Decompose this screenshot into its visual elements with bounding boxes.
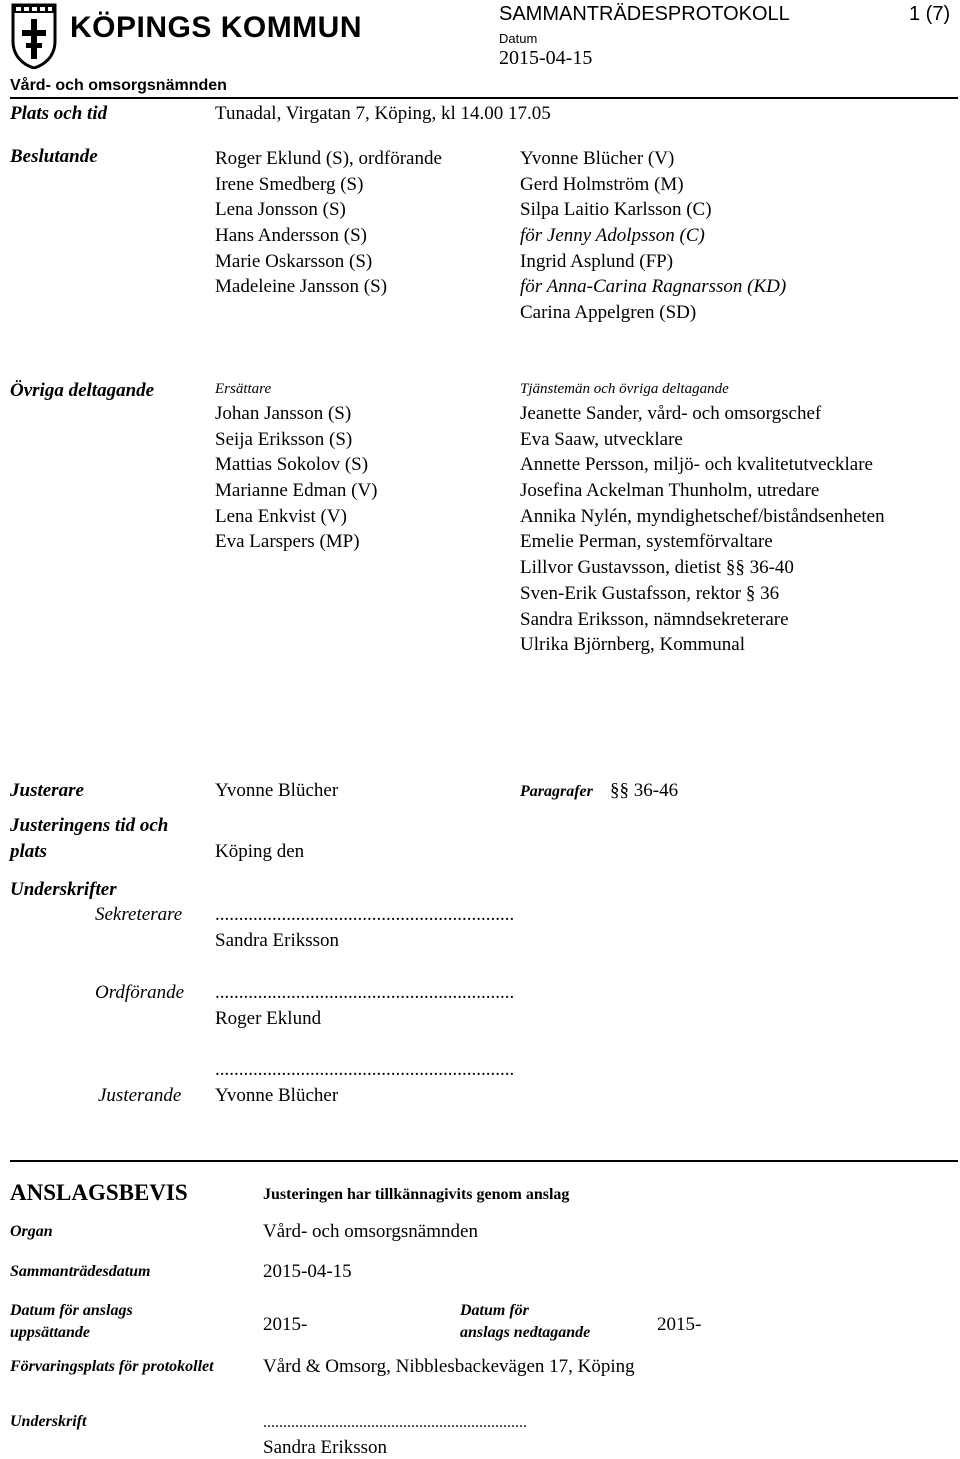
beslutande-label: Beslutande [10, 146, 98, 167]
list-item: Roger Eklund (S), ordförande [215, 148, 442, 169]
ordforande-label: Ordförande [95, 982, 185, 1003]
list-item: Madeleine Jansson (S) [215, 276, 388, 298]
sekreterare-label: Sekreterare [95, 904, 183, 925]
list-item: Jeanette Sander, vård- och omsorgschef [520, 403, 822, 424]
list-item: Sven-Erik Gustafsson, rektor § 36 [520, 582, 780, 604]
justerande-label: Justerande [98, 1085, 182, 1106]
place-label: Plats och tid [10, 103, 108, 124]
list-item: för Anna-Carina Ragnarsson (KD) [520, 276, 787, 298]
organ-value: Vård- och omsorgsnämnden [263, 1221, 478, 1242]
beslutande-list-left [215, 146, 442, 300]
list-item: Irene Smedberg (S) [215, 173, 364, 195]
paragrafer-value: §§ 36-46 [610, 780, 679, 801]
list-item: Yvonne Blücher (V) [520, 148, 675, 169]
sammantradesdatum-label: Sammanträdesdatum [10, 1263, 151, 1280]
list-item: Sandra Eriksson, nämndsekreterare [520, 608, 789, 630]
uppsattande-label-2: uppsättande [10, 1324, 91, 1341]
list-item: Lena Jonsson (S) [215, 199, 346, 221]
beslutande-list-right [520, 146, 786, 326]
nedtagande-label-1: Datum för [460, 1302, 529, 1319]
justering-tid-label-2: plats [10, 841, 47, 862]
date-label: Datum [499, 31, 538, 46]
justerare-value: Yvonne Blücher [215, 780, 339, 801]
coat-of-arms-icon [10, 3, 58, 69]
anslagsbevis-divider [10, 1160, 958, 1162]
place-value: Tunadal, Virgatan 7, Köping, kl 14.00 17.05 [215, 103, 551, 124]
committee-name: Vård- och omsorgsnämnden [10, 77, 227, 94]
anslagsbevis-title: ANSLAGSBEVIS [10, 1180, 188, 1205]
organ-label: Organ [10, 1223, 53, 1240]
uppsattande-value: 2015- [263, 1314, 308, 1335]
justerande-name: Yvonne Blücher [215, 1085, 339, 1106]
forvaringsplats-label: Förvaringsplats för protokollet [10, 1358, 214, 1375]
list-item: Lillvor Gustavsson, dietist §§ 36-40 [520, 557, 794, 579]
underskrifter-label: Underskrifter [10, 879, 117, 900]
signature-line: .................................................................. [263, 1414, 527, 1431]
list-item: Seija Eriksson (S) [215, 428, 353, 450]
ersattare-label: Ersättare [215, 381, 272, 397]
logo-wordmark: KÖPINGS KOMMUN [70, 11, 362, 44]
list-item: Marianne Edman (V) [215, 480, 378, 502]
list-item: Mattias Sokolov (S) [215, 454, 369, 476]
document-type: SAMMANTRÄDESPROTOKOLL [499, 3, 790, 25]
sammantradesdatum-value: 2015-04-15 [263, 1261, 352, 1282]
list-item: Emelie Perman, systemförvaltare [520, 531, 773, 553]
signature-line: ............................................................... [215, 1059, 515, 1080]
header-divider [10, 97, 958, 99]
list-item: Annette Persson, miljö- och kvalitetutvecklare [520, 454, 873, 476]
paragrafer-label: Paragrafer [520, 783, 593, 800]
underskrift-label: Underskrift [10, 1413, 87, 1430]
list-item: Eva Saaw, utvecklare [520, 428, 683, 450]
list-item: Josefina Ackelman Thunholm, utredare [520, 480, 820, 502]
list-item: för Jenny Adolpsson (C) [520, 225, 705, 247]
meeting-date: 2015-04-15 [499, 47, 593, 69]
list-item: Lena Enkvist (V) [215, 505, 347, 527]
tjansteman-list [520, 401, 885, 658]
list-item: Marie Oskarsson (S) [215, 250, 373, 272]
page-number: 1 (7) [909, 3, 951, 25]
signature-line: ............................................................... [215, 982, 515, 1003]
ersattare-list [215, 401, 378, 555]
justering-tid-label-1: Justeringens tid och [10, 815, 169, 836]
justerare-label: Justerare [10, 780, 84, 801]
list-item: Silpa Laitio Karlsson (C) [520, 199, 712, 221]
ordforande-name: Roger Eklund [215, 1008, 322, 1029]
underskrift-name: Sandra Eriksson [263, 1437, 388, 1458]
anslagsbevis-subtitle: Justeringen har tillkännagivits genom anslag [263, 1186, 570, 1203]
nedtagande-value: 2015- [657, 1314, 702, 1335]
uppsattande-label-1: Datum för anslags [10, 1302, 133, 1319]
forvaringsplats-value: Vård & Omsorg, Nibblesbackevägen 17, Köping [263, 1356, 635, 1377]
list-item: Gerd Holmström (M) [520, 173, 684, 195]
list-item: Annika Nylén, myndighetschef/biståndsenheten [520, 505, 885, 527]
list-item: Ulrika Björnberg, Kommunal [520, 634, 745, 656]
justering-tid-value: Köping den [215, 841, 305, 862]
signature-line: ............................................................... [215, 904, 515, 925]
sekreterare-name: Sandra Eriksson [215, 930, 340, 951]
nedtagande-label-2: anslags nedtagande [460, 1324, 591, 1341]
list-item: Eva Larspers (MP) [215, 531, 360, 553]
list-item: Hans Andersson (S) [215, 225, 367, 247]
tjansteman-label: Tjänstemän och övriga deltagande [520, 381, 729, 397]
ovriga-label: Övriga deltagande [10, 380, 155, 401]
municipality-logo [10, 3, 362, 69]
list-item: Ingrid Asplund (FP) [520, 250, 674, 272]
list-item: Johan Jansson (S) [215, 403, 352, 424]
list-item: Carina Appelgren (SD) [520, 302, 697, 324]
